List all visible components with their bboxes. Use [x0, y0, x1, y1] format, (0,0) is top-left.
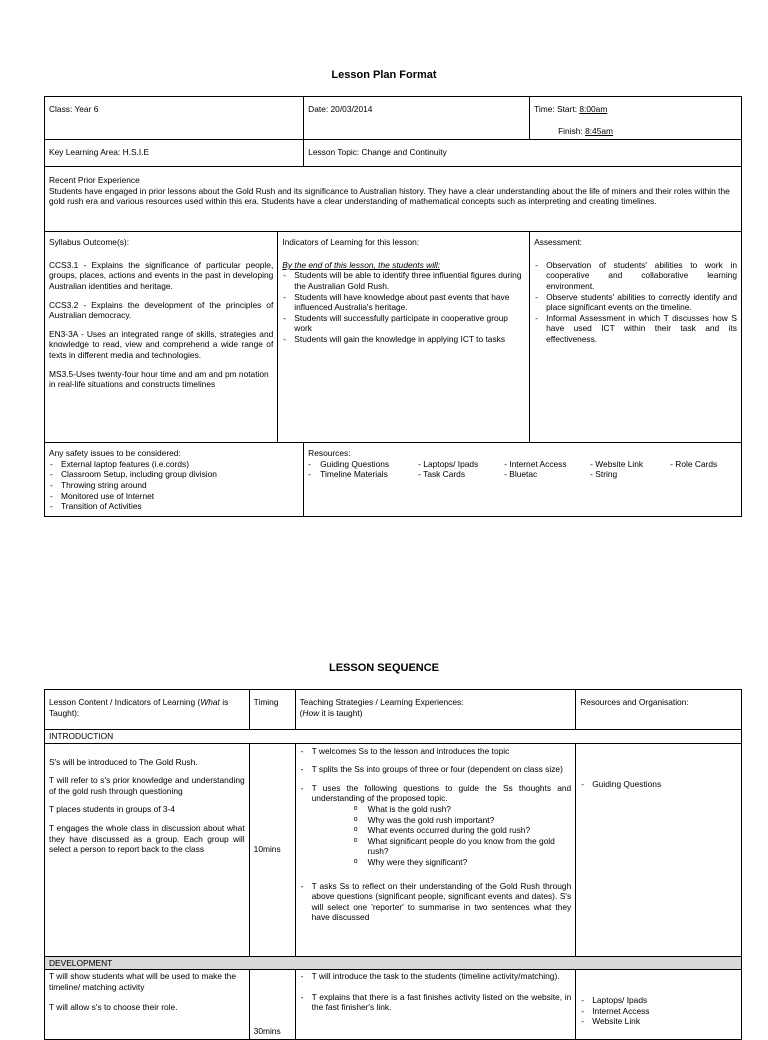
- introduction-bar: [45, 730, 742, 744]
- kla-cell: [45, 140, 304, 167]
- header-strategies-text-2: it is taught): [319, 707, 363, 718]
- header-content: [45, 690, 250, 730]
- intro-content-item: S's will be introduced to The Gold Rush.: [49, 756, 198, 767]
- lesson-sequence-title: LESSON SEQUENCE: [328, 662, 440, 674]
- resource-item: - Internet Access: [580, 1006, 737, 1017]
- indicators-label: Indicators of Learning for this lesson:: [282, 237, 420, 248]
- date-cell: [304, 97, 530, 140]
- header-strategies-em: How: [302, 707, 320, 718]
- date-field: Date: 20/03/2014: [308, 104, 373, 114]
- header-strategies-text: Teaching Strategies / Learning Experiences:: [299, 697, 464, 707]
- dev-resources-cell: [576, 970, 742, 1040]
- indicators-list: [282, 270, 525, 344]
- resource-item: Timeline Materials: [320, 469, 388, 480]
- resource-item: - Laptops/ Ipads: [580, 995, 737, 1006]
- resource-item: - Website Link: [580, 1016, 737, 1027]
- resources-row: - Timeline Materials - Task Cards - Bluetac - String: [308, 469, 618, 480]
- assessment-list: [534, 260, 737, 345]
- development-bar: [45, 956, 742, 970]
- strategy-item: - T welcomes Ss to the lesson and introduces the topic: [300, 746, 572, 757]
- header-content-text-2: is Taught):: [49, 697, 229, 718]
- dev-strategies-list: [300, 971, 572, 1013]
- time-finish: [534, 126, 737, 137]
- resource-item: - Guiding Questions: [580, 779, 737, 790]
- indicator-item: - Students will be able to identify three influential figures during the Australian Gold Rush.: [282, 270, 525, 291]
- header-strategies: [295, 690, 576, 730]
- intro-timing: 10mins: [253, 844, 281, 855]
- header-content-em: What: [200, 697, 220, 707]
- outcome-item: CCS3.2 - Explains the development of the principles of Australian democracy.: [49, 299, 274, 321]
- strategy-item: - T asks Ss to reflect on their understanding of the Gold Rush through above questions (significant people, significant events and dates). S's will select one 'reporter' to summarise in two sentences what they have discussed: [300, 881, 572, 923]
- guiding-questions-list: [300, 804, 572, 868]
- strategy-item: - T uses the following questions to guide the Ss thoughts and understanding of the proposed topic.: [300, 783, 572, 804]
- time-finish-label: Finish:: [558, 125, 583, 136]
- question-item: o Why were they significant?: [354, 857, 572, 868]
- dev-content-item: T will allow s's to choose their role.: [49, 1002, 178, 1013]
- assessment-item: - Observe students' abilities to correctly identify and place significant events on the timeline.: [534, 292, 737, 313]
- strategy-item: - T splits the Ss into groups of three or four (dependent on class size): [300, 764, 572, 775]
- time-start-label: Time: Start:: [534, 104, 578, 114]
- intro-reflect-list: [300, 881, 572, 923]
- class-field: Class: Year 6: [49, 104, 99, 114]
- intro-strategies-list: [300, 746, 572, 804]
- time-start: [534, 104, 737, 115]
- dev-content-item: T will show students what will be used to make the timeline/ matching activity: [49, 971, 236, 992]
- resources-label: Resources:: [308, 448, 351, 459]
- safety-item: - Transition of Activities: [49, 501, 299, 512]
- resource-item: Guiding Questions: [320, 458, 390, 469]
- intro-strategies-cell: [295, 743, 576, 956]
- time-cell: [530, 97, 742, 140]
- kla-field: Key Learning Area: H.S.I.E: [49, 147, 150, 158]
- resource-item: - Internet Access: [504, 458, 567, 469]
- dev-strategies-cell: [295, 970, 576, 1040]
- lesson-plan-title: Lesson Plan Format: [331, 69, 437, 81]
- question-item: o What is the gold rush?: [354, 804, 572, 815]
- intro-content-item: T will refer to s's prior knowledge and understanding of the gold rush through questioning: [49, 775, 245, 796]
- prior-experience-text: Students have engaged in prior lessons about the Gold Rush and its significance to Australian history. They have a clear understanding about the life of miners and their roles within the gold rush era and various resources used within this era. Students have a clear understanding of mathematical concepts such as interpreting and creating timelines.: [49, 185, 730, 207]
- indicator-item: - Students will have knowledge about past events that have influenced Australia's heritage.: [282, 292, 525, 313]
- resource-item: - Laptops/ Ipads: [418, 458, 479, 469]
- assessment-cell: [530, 232, 742, 443]
- dev-timing-cell: [249, 970, 295, 1040]
- topic-cell: [304, 140, 742, 167]
- assessment-item: - Observation of students' abilities to work in cooperative and collaborative learning environment.: [534, 260, 737, 292]
- indicators-intro: By the end of this lesson, the students will:: [282, 259, 441, 270]
- resource-item: - Website Link: [590, 458, 644, 469]
- resource-item: - Role Cards: [670, 458, 718, 469]
- intro-resources-cell: [576, 743, 742, 956]
- intro-content-item: T places students in groups of 3-4: [49, 804, 176, 815]
- topic-field: Lesson Topic: Change and Continuity: [308, 147, 447, 158]
- syllabus-cell: [45, 232, 278, 443]
- header-strategies-line2: (How it is taught): [299, 707, 363, 718]
- intro-resources-list: [580, 779, 737, 790]
- resource-item: - String: [590, 469, 618, 480]
- outcome-item: CCS3.1 - Explains the significance of particular people, groups, places, actions and events in the past in developing Australian identities and heritage.: [49, 259, 274, 291]
- intro-timing-cell: [249, 743, 295, 956]
- indicators-cell: [278, 232, 530, 443]
- safety-item: - Throwing string around: [49, 480, 299, 491]
- dev-content-cell: [45, 970, 250, 1040]
- intro-content-item: T engages the whole class in discussion about what they have discussed as a group. Each group will select a person to report back to the class: [49, 822, 245, 855]
- header-timing-text: Timing: [253, 697, 279, 707]
- resource-item: - Bluetac: [504, 469, 538, 480]
- indicator-item: - Students will gain the knowledge in applying ICT to tasks: [282, 334, 525, 345]
- assessment-item: - Informal Assessment in which T discusses how S have used ICT within their task and its effectiveness.: [534, 313, 737, 345]
- lesson-sequence-table: [44, 689, 742, 1040]
- prior-experience-label: Recent Prior Experience: [49, 175, 140, 186]
- dev-timing: 30mins: [253, 1025, 281, 1036]
- introduction-label: INTRODUCTION: [49, 731, 114, 741]
- resources-cell: [304, 443, 742, 517]
- syllabus-label: Syllabus Outcome(s):: [49, 237, 130, 248]
- lesson-plan-table: [44, 96, 742, 517]
- resource-item: - Task Cards: [418, 469, 466, 480]
- header-content-text: Lesson Content / Indicators of Learning (: [49, 697, 201, 707]
- prior-experience-cell: [45, 167, 742, 232]
- outcome-item: MS3.5-Uses twenty-four hour time and am and pm notation in real-life situations and constructs timelines: [49, 368, 269, 390]
- question-item: o Why was the gold rush important?: [354, 815, 572, 826]
- header-timing: [249, 690, 295, 730]
- strategy-item: - T explains that there is a fast finishes activity listed on the website, in the fast finisher's link.: [300, 992, 572, 1013]
- class-cell: [45, 97, 304, 140]
- safety-cell: [45, 443, 304, 517]
- question-item: o What significant people do you know from the gold rush?: [354, 836, 572, 857]
- question-item: o What events occurred during the gold rush?: [354, 825, 572, 836]
- safety-item: - External laptop features (i.e.cords): [49, 459, 299, 470]
- intro-content-cell: [45, 743, 250, 956]
- outcome-item: EN3-3A - Uses an integrated range of skills, strategies and knowledge to read, view and comprehend a wide range of texts in different media and technologies.: [49, 328, 274, 360]
- safety-label: Any safety issues to be considered:: [49, 448, 181, 459]
- indicator-item: - Students will successfully participate in cooperative group work: [282, 313, 525, 334]
- strategy-item: - T will introduce the task to the students (timeline activity/matching).: [300, 971, 572, 982]
- safety-item: - Monitored use of Internet: [49, 491, 299, 502]
- header-resources-text: Resources and Organisation:: [580, 697, 689, 707]
- safety-item: - Classroom Setup, including group division: [49, 469, 299, 480]
- safety-list: [49, 459, 299, 512]
- time-start-value: 8:00am: [579, 104, 608, 114]
- time-finish-value: 8:45am: [585, 125, 613, 136]
- header-resources: [576, 690, 742, 730]
- dev-resources-list: [580, 995, 737, 1027]
- assessment-label: Assessment:: [534, 237, 583, 248]
- resources-row: - Guiding Questions - Laptops/ Ipads - Internet Access - Website Link - Role Cards: [308, 458, 718, 469]
- development-label: DEVELOPMENT: [49, 957, 113, 968]
